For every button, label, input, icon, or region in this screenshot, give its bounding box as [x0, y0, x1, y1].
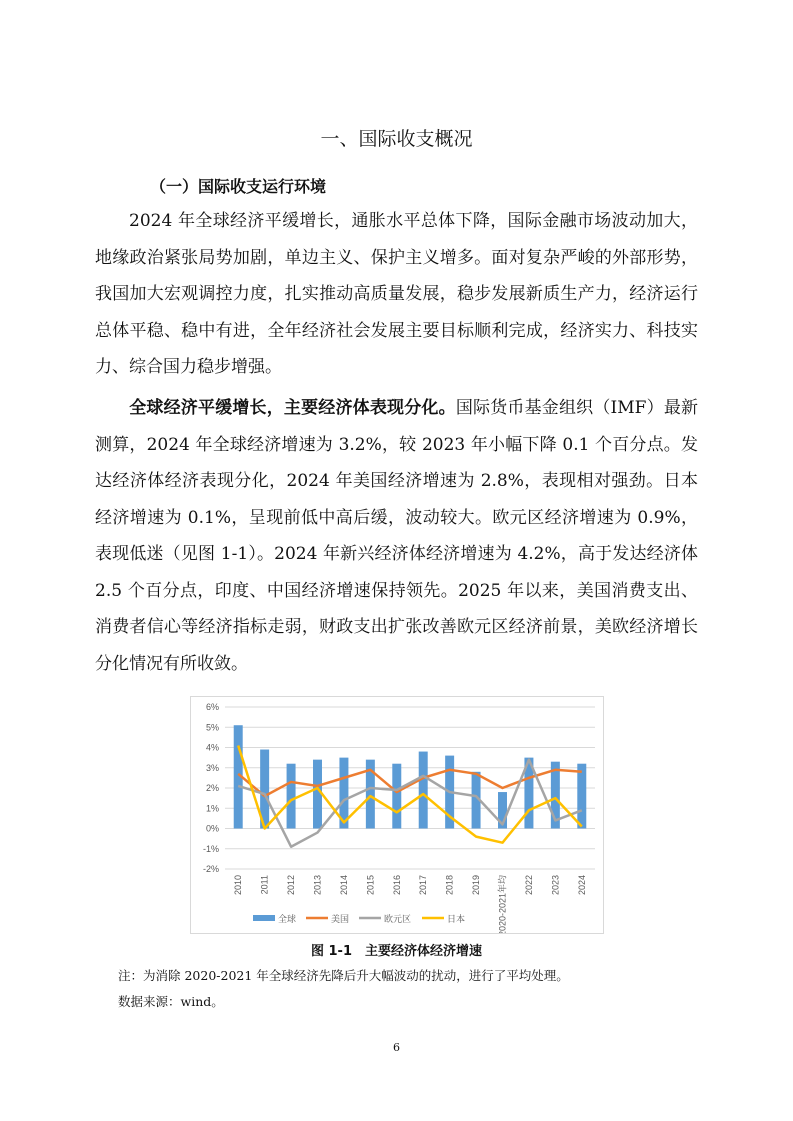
growth-chart-frame [190, 696, 604, 934]
legend-label: 日本 [447, 914, 466, 924]
x-tick-label: 2018 [444, 875, 455, 896]
y-tick-label: -2% [202, 864, 219, 874]
legend-swatch [253, 915, 275, 921]
subsection-title: （一）国际收支运行环境 [150, 177, 327, 196]
y-tick-label: 3% [205, 762, 219, 773]
bar [287, 764, 296, 829]
x-tick-label: 2014 [338, 875, 349, 896]
legend-label: 美国 [331, 914, 350, 924]
x-tick-label: 2022 [523, 875, 534, 896]
x-tick-label: 2013 [312, 875, 323, 896]
x-tick-label: 2010 [233, 875, 244, 896]
bar [419, 752, 428, 829]
growth-chart [191, 697, 603, 933]
figure-note: 注：为消除 2020-2021 年全球经济先降后升大幅波动的扰动，进行了平均处理。 [118, 968, 569, 983]
y-tick-label: 1% [205, 803, 219, 814]
x-tick-label: 2020-2021年均 [497, 875, 508, 933]
y-tick-label: -1% [202, 843, 219, 854]
bar [392, 764, 401, 829]
y-tick-label: 6% [205, 702, 219, 712]
bar [577, 764, 586, 829]
paragraph-global-growth-text: 国际货币基金组织（IMF）最新测算，2024 年全球经济增速为 3.2%，较 2023 年小幅下降 0.1 个百分点。发达经济体经济表现分化，2024 年美国经济增速为 2.8%，表现相对强劲。日本经济增速为 0.1%，呈现前低中高后缓，波动较大。欧元区经济增速为 0.9%，表现低迷（见图 1-1）。2024 年新兴经济体经济增速为 4.2%，高于发达经济体 2.5 个百分点，印度、中国经济增速保持领先。2025 年以来，美国消费支出、消费者信心等经济指标走弱，财政支出扩张改善欧元区经济前景，美欧经济增长分化情况有所收敛。 [95, 398, 699, 674]
paragraph-environment [95, 203, 698, 386]
figure-caption: 图 1-1 主要经济体经济增速 [310, 944, 482, 959]
legend-label: 全球 [278, 914, 297, 924]
section-title: 一、国际收支概况 [320, 128, 473, 150]
y-tick-label: 5% [205, 722, 219, 733]
legend-label: 欧元区 [384, 914, 412, 924]
paragraph-global-growth [95, 390, 698, 682]
paragraph-lead-bold: 全球经济平缓增长，主要经济体表现分化。 [129, 398, 456, 418]
y-tick-label: 2% [205, 783, 219, 793]
data-source: 数据来源：wind。 [118, 994, 224, 1009]
page-number: 6 [393, 1041, 400, 1054]
paragraph-environment-text: 2024 年全球经济平缓增长，通胀水平总体下降，国际金融市场波动加大，地缘政治紧张局势加剧，单边主义、保护主义增多。面对复杂严峻的外部形势，我国加大宏观调控力度，扎实推动高质量发展，稳步发展新质生产力，经济运行总体平稳、稳中有进，全年经济社会发展主要目标顺利完成，经济实力、科技实力、综合国力稳步增强。 [95, 211, 698, 377]
x-tick-label: 2024 [576, 875, 587, 896]
x-tick-label: 2015 [365, 875, 376, 896]
x-tick-label: 2017 [418, 875, 429, 896]
x-tick-label: 2016 [391, 875, 402, 896]
x-tick-label: 2019 [471, 875, 482, 896]
y-tick-label: 4% [205, 742, 219, 753]
x-tick-label: 2023 [550, 875, 561, 896]
x-tick-label: 2011 [259, 875, 270, 895]
x-tick-label: 2012 [286, 875, 297, 896]
y-tick-label: 0% [205, 823, 219, 834]
